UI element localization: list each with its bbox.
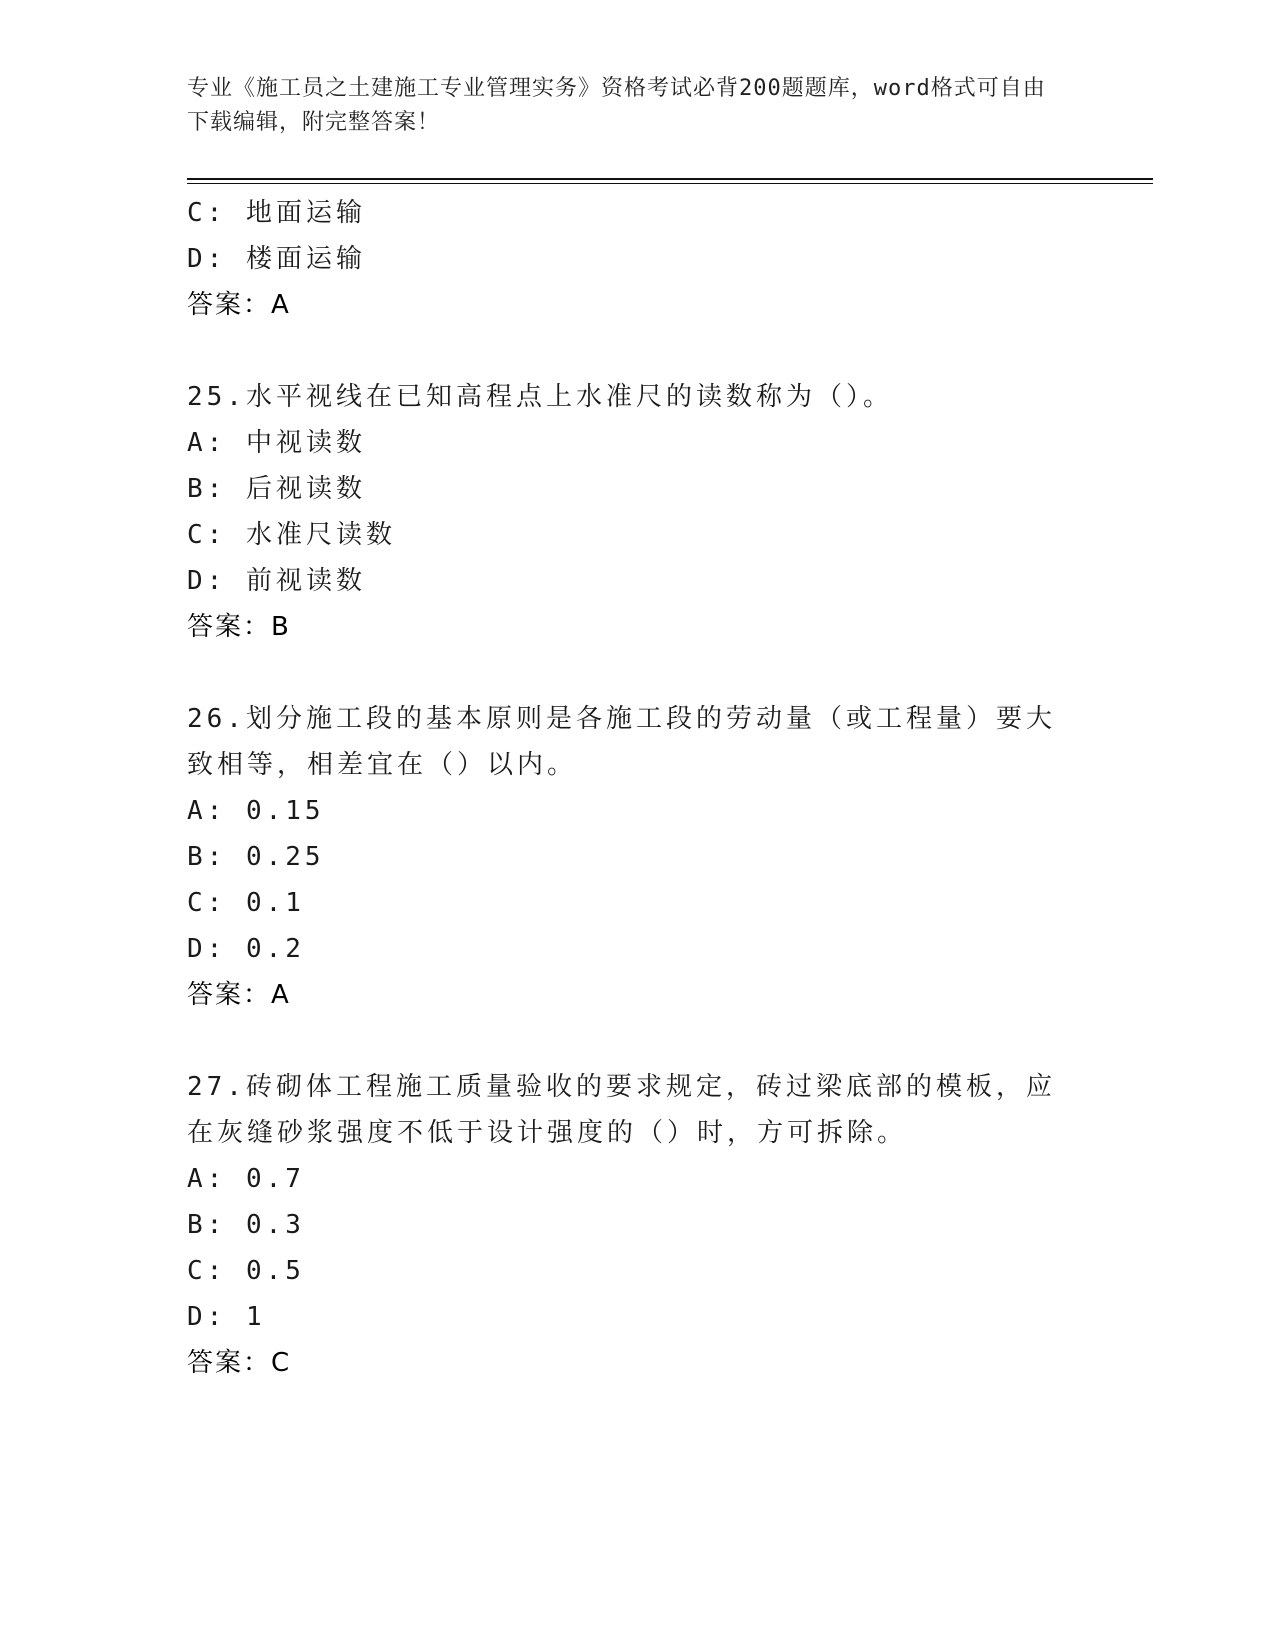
option-a: A: 中视读数 (187, 428, 366, 458)
question-stem: 26.划分施工段的基本原则是各施工段的劳动量（或工程量）要大致相等，相差宜在（）以内。 (187, 704, 1056, 780)
answer-line: 答案：B (187, 612, 291, 642)
answer-line: 答案：C (187, 1348, 292, 1378)
option-b: B: 0.25 (187, 842, 325, 872)
question-stem: 27.砖砌体工程施工质量验收的要求规定，砖过梁底部的模板，应在灰缝砂浆强度不低于设计强度的（）时，方可拆除。 (187, 1072, 1056, 1148)
option-d: D: 1 (187, 1302, 266, 1332)
option-c: C: 地面运输 (187, 198, 366, 228)
question-stem: 25.水平视线在已知高程点上水准尺的读数称为（）。 (187, 382, 893, 412)
header-rule-thick (187, 178, 1153, 180)
option-a: A: 0.15 (187, 796, 325, 826)
option-c: C: 0.1 (187, 888, 305, 918)
answer-line: 答案：A (187, 980, 291, 1010)
option-a: A: 0.7 (187, 1164, 305, 1194)
document-header: 专业《施工员之土建施工专业管理实务》资格考试必背200题题库，word格式可自由下载编辑，附完整答案！ (187, 76, 1046, 135)
option-d: D: 前视读数 (187, 566, 366, 596)
option-c: C: 水准尺读数 (187, 520, 396, 550)
option-c: C: 0.5 (187, 1256, 305, 1286)
question-content (187, 190, 1087, 1386)
option-b: B: 0.3 (187, 1210, 305, 1240)
option-d: D: 楼面运输 (187, 244, 366, 274)
option-d: D: 0.2 (187, 934, 305, 964)
answer-line: 答案：A (187, 290, 291, 320)
header-rule-thin (187, 183, 1153, 184)
option-b: B: 后视读数 (187, 474, 366, 504)
